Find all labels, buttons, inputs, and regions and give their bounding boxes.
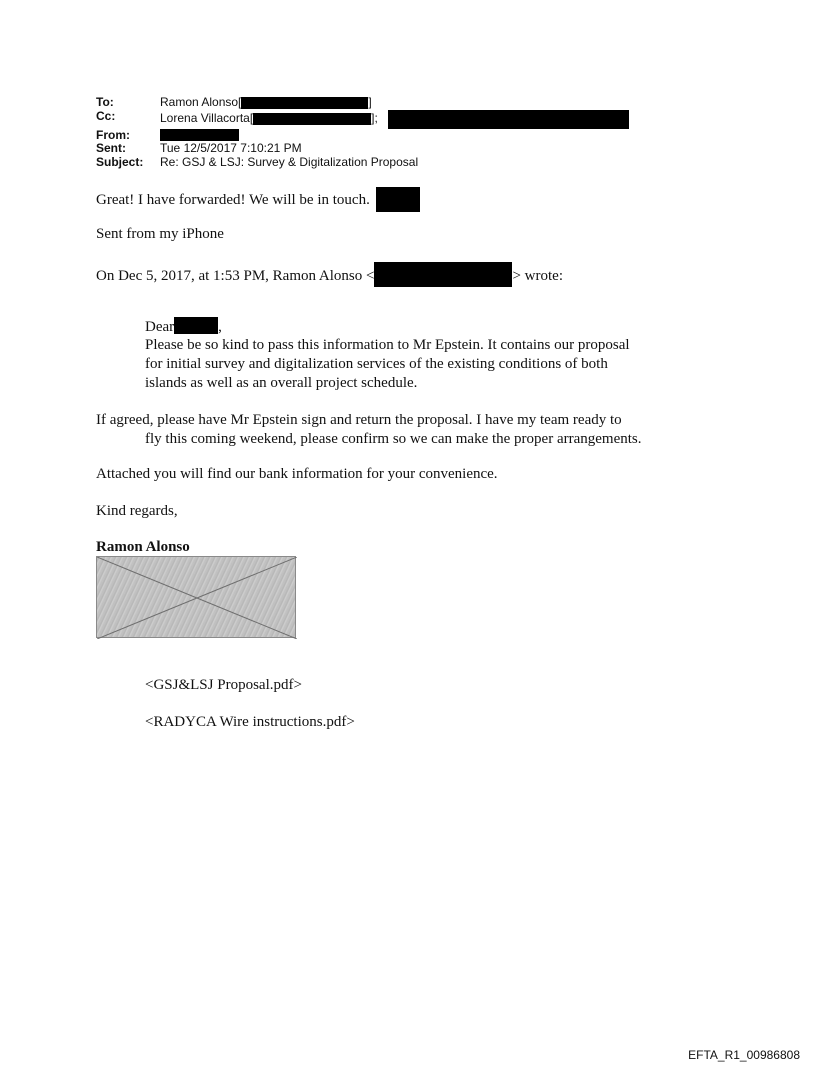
quote-intro: [96, 262, 563, 287]
to-name: Ramon Alonso[: [160, 95, 242, 109]
subject-label: Subject:: [96, 154, 144, 169]
para1-line-1: Please be so kind to pass this information to Mr Epstein. It contains our proposal: [145, 337, 630, 353]
redaction-box: [253, 113, 371, 125]
greeting-text: Dear: [145, 319, 175, 335]
redaction-box: [388, 110, 629, 129]
para1-line-2: for initial survey and digitalization services of the existing conditions of both: [145, 356, 608, 372]
signature-name: Ramon Alonso: [96, 539, 190, 555]
email-header: [96, 96, 629, 169]
greeting-end: ,: [218, 319, 222, 335]
redaction-box: [174, 317, 218, 334]
from-label: From:: [96, 127, 130, 142]
from-row: [96, 129, 629, 143]
para2-line-1: If agreed, please have Mr Epstein sign and return the proposal. I have my team ready to: [96, 412, 622, 428]
subject-value: Re: GSJ & LSJ: Survey & Digitalization Proposal: [160, 154, 419, 169]
closing: Kind regards,: [96, 503, 178, 519]
cc-name: Lorena Villacorta[: [160, 111, 254, 126]
sent-from-line: Sent from my iPhone: [96, 226, 224, 242]
document-id: EFTA_R1_00986808: [688, 1048, 800, 1062]
broken-image-placeholder: [96, 556, 296, 638]
reply-text: Great! I have forwarded! We will be in touch.: [96, 192, 370, 208]
greeting: [145, 317, 222, 337]
para2-line-2: fly this coming weekend, please confirm so we can make the proper arrangements.: [145, 431, 642, 447]
subject-row: [96, 156, 629, 170]
para1-line-3: islands as well as an overall project schedule.: [145, 375, 418, 391]
to-label: To:: [96, 95, 114, 109]
attachment-2[interactable]: <RADYCA Wire instructions.pdf>: [145, 714, 355, 730]
redaction-box: [241, 97, 368, 109]
redaction-box: [376, 187, 420, 212]
sent-row: [96, 142, 629, 156]
to-row: [96, 96, 629, 110]
cc-row: [96, 110, 629, 129]
para3: Attached you will find our bank information for your convenience.: [96, 466, 498, 482]
quote-intro-start: On Dec 5, 2017, at 1:53 PM, Ramon Alonso <: [96, 268, 375, 284]
redaction-box: [160, 129, 239, 141]
cc-end: ];: [371, 111, 378, 126]
to-end: ]: [368, 95, 372, 109]
attachment-1[interactable]: <GSJ&LSJ Proposal.pdf>: [145, 677, 302, 693]
quote-intro-end: > wrote:: [512, 268, 563, 284]
cc-label: Cc:: [96, 108, 116, 123]
sent-value: Tue 12/5/2017 7:10:21 PM: [160, 141, 302, 155]
reply-line-1: [96, 187, 420, 212]
broken-image-icon: [97, 557, 297, 639]
sent-label: Sent:: [96, 141, 126, 155]
redaction-box: [374, 262, 512, 287]
